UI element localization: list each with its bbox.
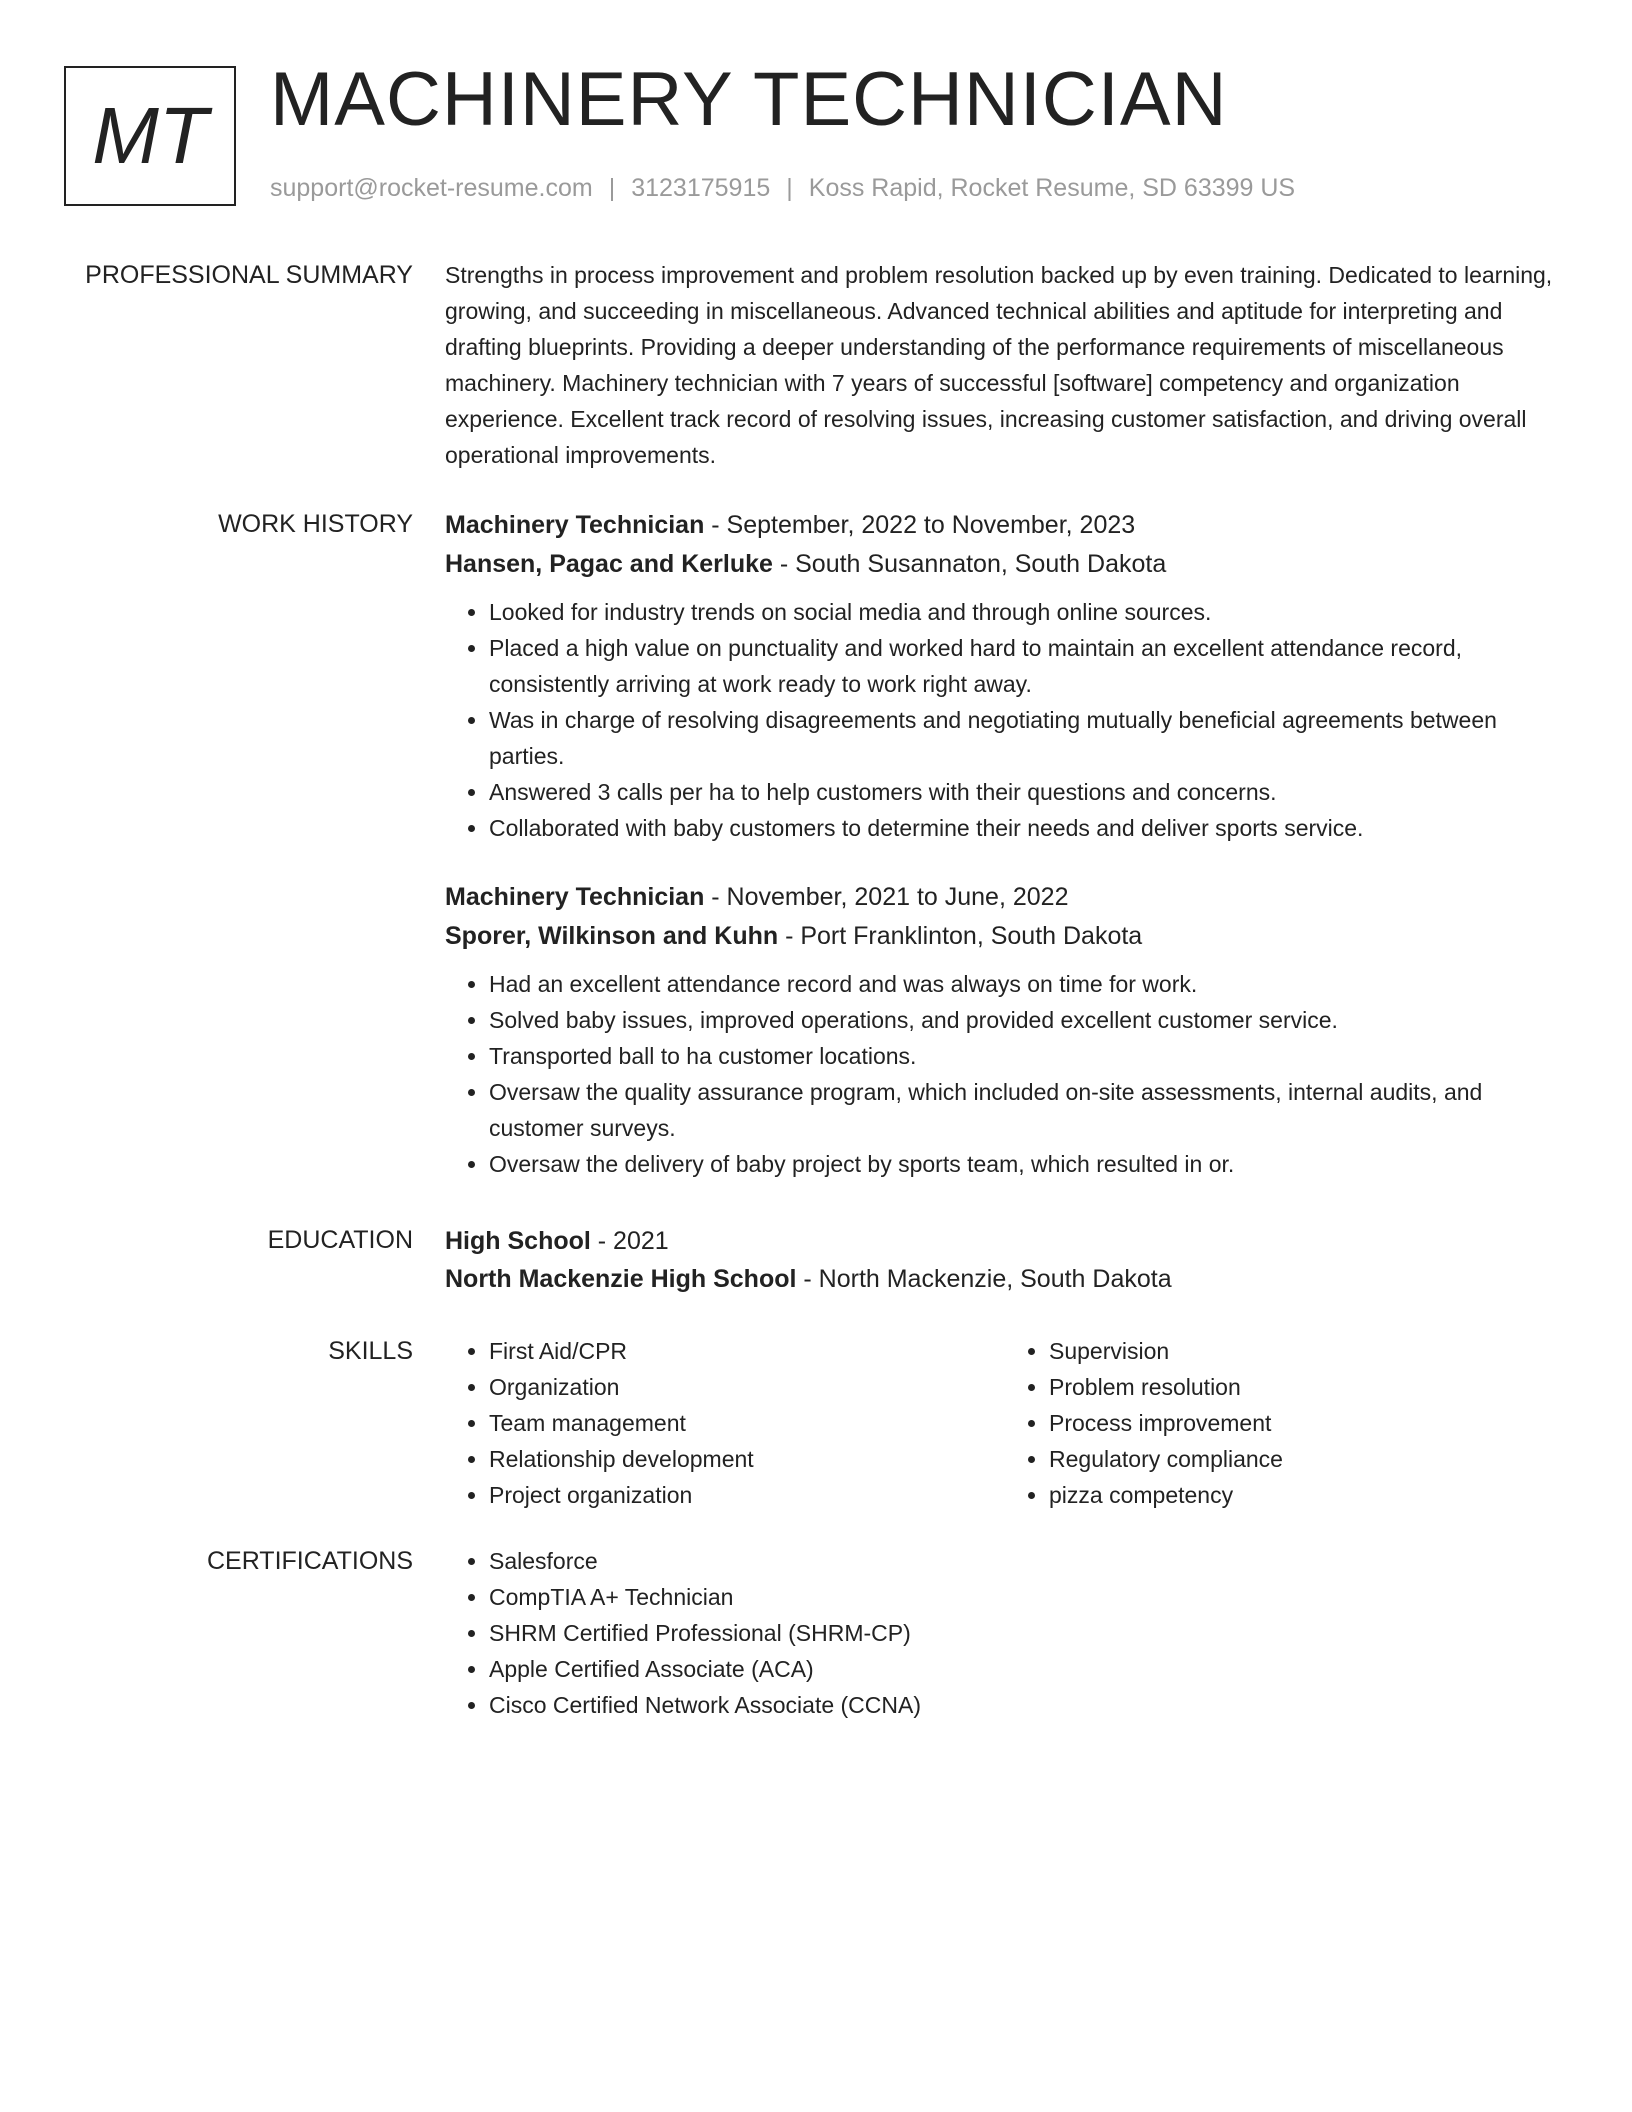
- education-degree-line: [445, 1222, 1565, 1260]
- education-degree: High School: [445, 1227, 591, 1255]
- list-item: • Looked for industry trends on social media and through online sources.: [489, 594, 1565, 630]
- contact-phone: 3123175915: [631, 174, 771, 202]
- list-item: • Supervision: [1049, 1333, 1565, 1369]
- education-school: North Mackenzie High School: [445, 1265, 797, 1293]
- skills-list-left: [445, 1333, 1005, 1513]
- work-body: [445, 506, 1565, 1182]
- list-item: • Was in charge of resolving disagreements and negotiating mutually beneficial agreements between parties.: [489, 702, 1565, 774]
- section-label-work: WORK HISTORY: [218, 510, 413, 538]
- job-company-line: [445, 545, 1565, 584]
- job-bullets: [445, 966, 1565, 1182]
- list-item: • Placed a high value on punctuality and worked hard to maintain an excellent attendance record, consistently arriving at work ready to work right away.: [489, 630, 1565, 702]
- list-item: • Salesforce: [489, 1543, 1565, 1579]
- resume-name: MACHINERY TECHNICIAN: [270, 57, 1228, 142]
- list-item: • pizza competency: [1049, 1477, 1565, 1513]
- list-item: • Oversaw the delivery of baby project by sports team, which resulted in or.: [489, 1146, 1565, 1182]
- list-item: • Team management: [489, 1405, 1005, 1441]
- job-title-line: [445, 878, 1565, 917]
- contact-separator: |: [786, 174, 793, 202]
- job-company: Hansen, Pagac and Kerluke: [445, 550, 773, 578]
- job-dates: - November, 2021 to June, 2022: [704, 883, 1069, 911]
- skills-list-right: [1005, 1333, 1565, 1513]
- education-year: - 2021: [590, 1227, 669, 1255]
- list-item: • CompTIA A+ Technician: [489, 1579, 1565, 1615]
- contact-address: Koss Rapid, Rocket Resume, SD 63399 US: [808, 174, 1296, 202]
- list-item: • Regulatory compliance: [1049, 1441, 1565, 1477]
- contact-line: [270, 174, 1295, 203]
- section-label-certifications: CERTIFICATIONS: [206, 1547, 413, 1575]
- list-item: • Had an excellent attendance record and was always on time for work.: [489, 966, 1565, 1002]
- list-item: • Problem resolution: [1049, 1369, 1565, 1405]
- job-location: - Port Franklinton, South Dakota: [778, 922, 1143, 950]
- job-bullets: [445, 594, 1565, 846]
- contact-separator: |: [608, 174, 616, 202]
- job-title-line: [445, 506, 1565, 545]
- list-item: • Organization: [489, 1369, 1005, 1405]
- list-item: • Relationship development: [489, 1441, 1005, 1477]
- list-item: • Answered 3 calls per ha to help customers with their questions and concerns.: [489, 774, 1565, 810]
- list-item: • Cisco Certified Network Associate (CCNA): [489, 1687, 1565, 1723]
- job-entry: [445, 878, 1565, 1182]
- job-title: Machinery Technician: [445, 883, 705, 911]
- list-item: • Solved baby issues, improved operations, and provided excellent customer service.: [489, 1002, 1565, 1038]
- contact-email: support@rocket-resume.com: [270, 174, 593, 202]
- job-dates: - September, 2022 to November, 2023: [704, 511, 1136, 539]
- list-item: • Apple Certified Associate (ACA): [489, 1651, 1565, 1687]
- list-item: • Collaborated with baby customers to determine their needs and deliver sports service.: [489, 810, 1565, 846]
- list-item: • First Aid/CPR: [489, 1333, 1005, 1369]
- section-label-skills: SKILLS: [328, 1337, 413, 1365]
- section-label-education: EDUCATION: [267, 1226, 413, 1254]
- education-school-line: [445, 1260, 1565, 1298]
- list-item: • Project organization: [489, 1477, 1005, 1513]
- monogram-box: MT: [64, 66, 236, 206]
- education-body: [445, 1222, 1565, 1298]
- education-location: - North Mackenzie, South Dakota: [796, 1265, 1172, 1293]
- job-company-line: [445, 917, 1565, 956]
- skills-body: [445, 1333, 1565, 1513]
- list-item: • Transported ball to ha customer locations.: [489, 1038, 1565, 1074]
- job-location: - South Susannaton, South Dakota: [772, 550, 1167, 578]
- list-item: • SHRM Certified Professional (SHRM-CP): [489, 1615, 1565, 1651]
- certifications-list: [445, 1543, 1565, 1723]
- section-label-summary: PROFESSIONAL SUMMARY: [85, 261, 413, 289]
- job-entry: [445, 506, 1565, 846]
- list-item: • Process improvement: [1049, 1405, 1565, 1441]
- job-company: Sporer, Wilkinson and Kuhn: [445, 922, 779, 950]
- job-title: Machinery Technician: [445, 511, 705, 539]
- list-item: • Oversaw the quality assurance program, which included on-site assessments, internal audits, and customer surveys.: [489, 1074, 1565, 1146]
- certifications-body: [445, 1543, 1565, 1723]
- summary-body: [445, 257, 1565, 473]
- summary-text: Strengths in process improvement and problem resolution backed up by even training. Dedicated to learning, growing, and succeeding in miscellaneous. Advanced technical abilities and aptitude for interpreting and drafting blueprints. Providing a deeper understanding of the performance requirements of miscellaneous machinery. Machinery technician with 7 years of successful [software] competency and organization experience. Excellent track record of resolving issues, increasing customer satisfaction, and driving overall operational improvements.: [445, 262, 1553, 468]
